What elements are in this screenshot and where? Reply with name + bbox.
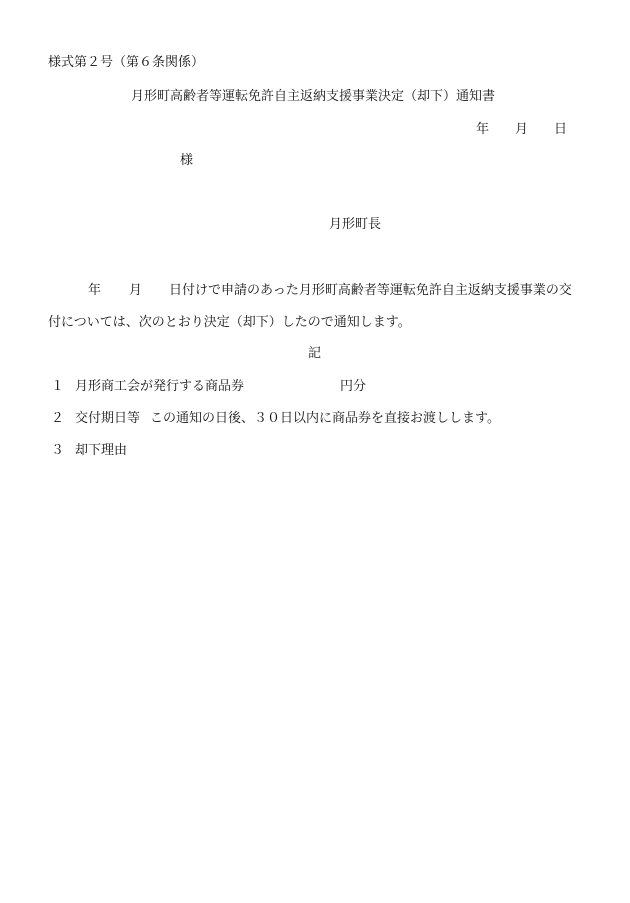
application-year-label: 年	[88, 283, 102, 298]
document-title: 月形町高齢者等運転免許自主返納支援事業決定（却下）通知書	[131, 89, 496, 104]
item-label: 交付期日等	[75, 411, 141, 426]
body-text-line-2: 付については、次のとおり決定（却下）したので通知します。	[48, 315, 411, 330]
issuer-name: 月形町長	[329, 217, 382, 232]
date-month-label: 月	[515, 122, 529, 137]
date-day-label: 日	[554, 122, 568, 137]
item-number: ２	[51, 411, 65, 426]
issue-date	[476, 122, 567, 138]
list-item	[51, 443, 127, 459]
body-text-line-1	[88, 283, 572, 299]
body-text-continuation: 日付けで申請のあった月形町高齢者等運転免許自主返納支援事業の交	[169, 283, 572, 298]
form-number: 様式第２号（第６条関係）	[48, 55, 205, 70]
item-label: 却下理由	[75, 443, 128, 458]
amount-unit: 円分	[340, 379, 367, 394]
addressee-honorific: 様	[180, 153, 194, 168]
item-label: 月形商工会が発行する商品券	[75, 379, 245, 394]
date-year-label: 年	[476, 122, 490, 137]
item-description: この通知の日後、３０日以内に商品券を直接お渡しします。	[150, 411, 500, 426]
application-month-label: 月	[129, 283, 143, 298]
item-number: ３	[51, 443, 65, 458]
list-item	[51, 411, 500, 427]
list-item	[51, 379, 366, 395]
ki-heading: 記	[308, 346, 322, 361]
item-number: １	[51, 379, 65, 394]
